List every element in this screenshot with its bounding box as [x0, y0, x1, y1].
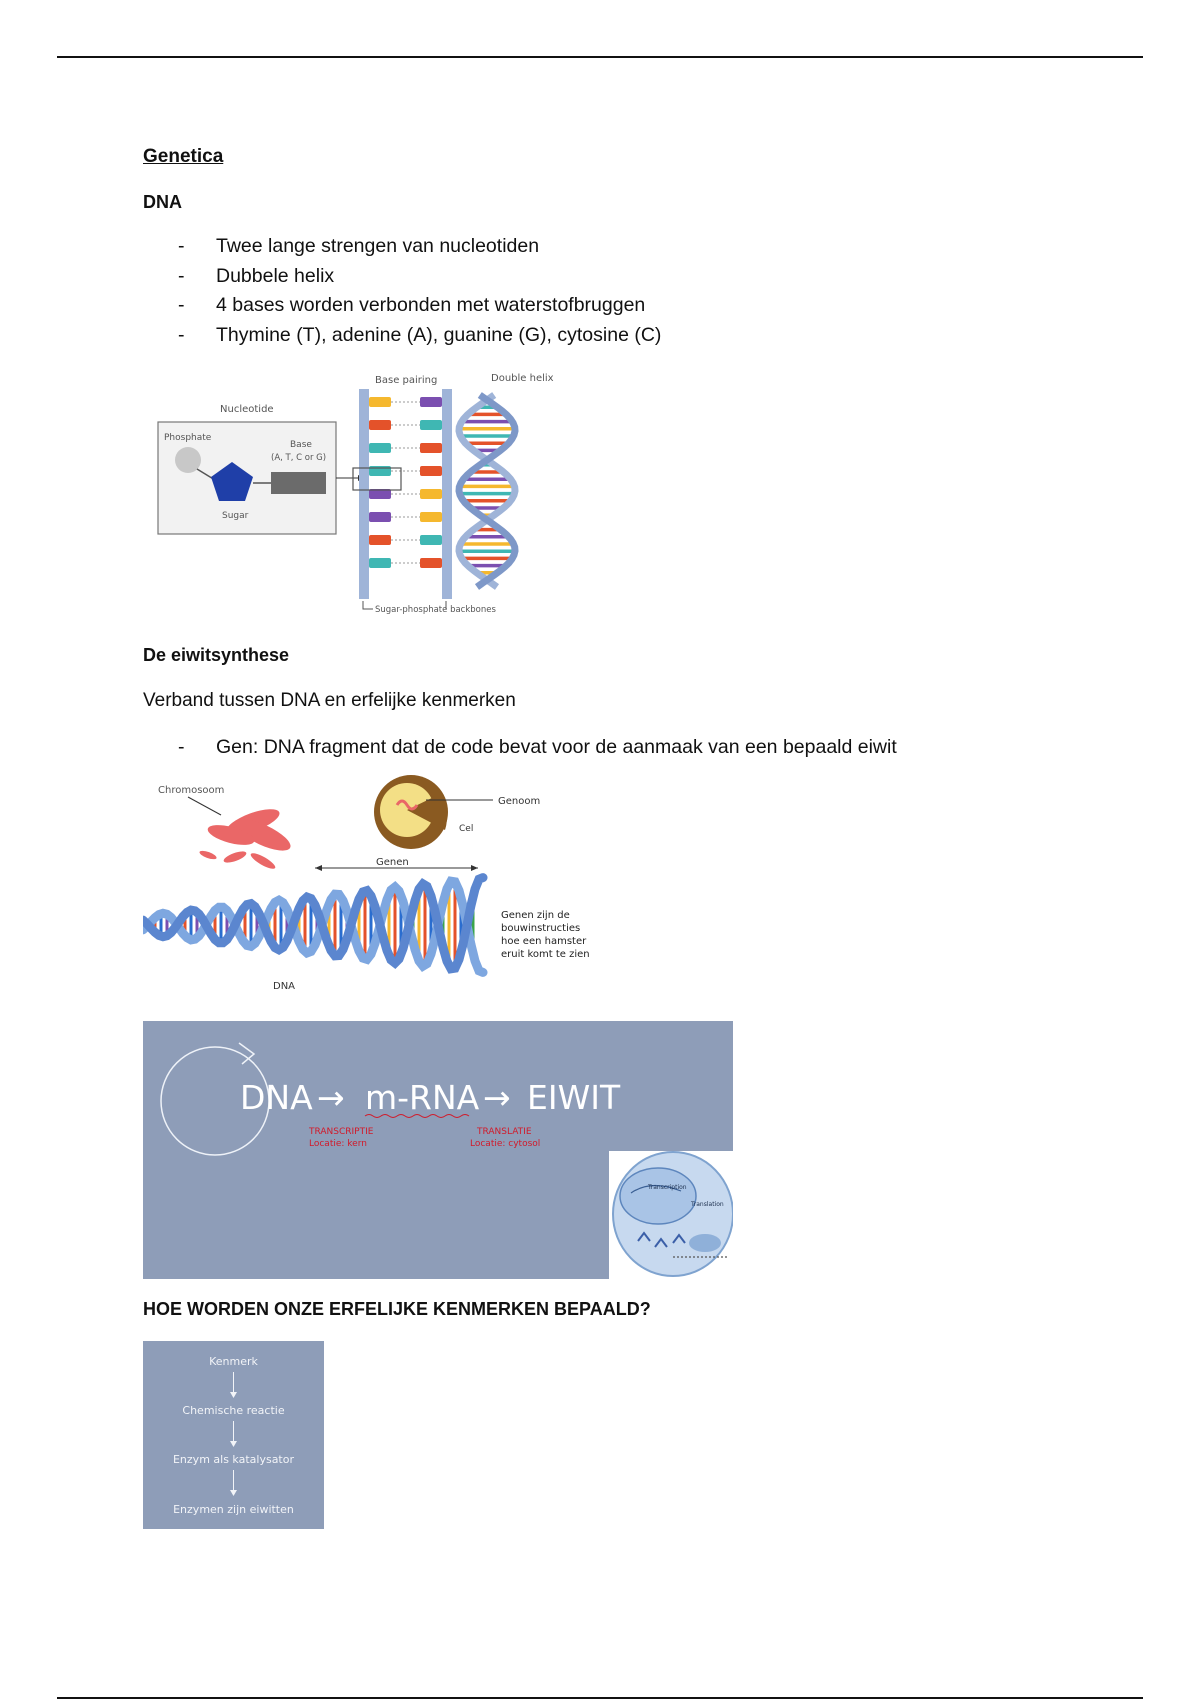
- synthesis-heading: De eiwitsynthese: [143, 645, 290, 665]
- synthesis-bullet-list: [178, 733, 897, 763]
- caption-line: Genen zijn de: [501, 910, 570, 921]
- pointer-line: [188, 797, 221, 815]
- base-icon: [271, 472, 326, 494]
- dna-bullet-list: [178, 232, 661, 350]
- cell-diagram-icon: [613, 1152, 733, 1276]
- arrow-head: [315, 865, 322, 871]
- chromosome-icon: [199, 804, 295, 871]
- base-block: [420, 443, 442, 453]
- double-helix-drawing: [459, 395, 515, 587]
- inset-translation-label: Translation: [691, 1201, 724, 1208]
- base-block: [420, 397, 442, 407]
- protein-synthesis-slide: [143, 1021, 733, 1281]
- translation-label: TRANSLATIE: [477, 1127, 532, 1137]
- list-item: - Dubbele helix: [178, 262, 661, 292]
- list-item: - Twee lange strengen van nucleotiden: [178, 232, 661, 262]
- base-pair: [369, 558, 442, 568]
- backbone-pointer: [363, 601, 373, 609]
- base-block: [369, 512, 391, 522]
- base-block: [369, 535, 391, 545]
- cell-label: Cel: [459, 824, 474, 834]
- caption-line: eruit komt te zien: [501, 949, 590, 960]
- base-block: [369, 443, 391, 453]
- flow-mrna: m-RNA: [365, 1078, 480, 1117]
- flow-arrow-2: →: [483, 1078, 511, 1117]
- base-pair: [369, 535, 442, 545]
- caption-line: hoe een hamster: [501, 936, 587, 947]
- base-block: [420, 466, 442, 476]
- inset-transcription-label: Transcription: [648, 1184, 687, 1191]
- dna-helix-drawing: [143, 878, 483, 973]
- right-backbone: [442, 389, 452, 599]
- base-block: [420, 489, 442, 499]
- list-item: - 4 bases worden verbonden met waterstofbruggen: [178, 291, 661, 321]
- caption-line: bouwinstructies: [501, 923, 581, 934]
- traits-heading: HOE WORDEN ONZE ERFELIJKE KENMERKEN BEPAALD?: [143, 1299, 651, 1319]
- phosphate-label: Phosphate: [164, 433, 212, 443]
- base-pair: [369, 420, 442, 430]
- footer-rule: [57, 1697, 1143, 1699]
- base-pair: [369, 397, 442, 407]
- flow-step: Kenmerk: [209, 1355, 258, 1368]
- traits-flow-slide: [143, 1341, 324, 1529]
- flow-step: Enzym als katalysator: [172, 1453, 295, 1466]
- base-pairs: [369, 397, 442, 568]
- base-pair: [369, 512, 442, 522]
- base-block: [420, 420, 442, 430]
- dna-heading: DNA: [143, 192, 182, 212]
- flow-step: Enzymen zijn eiwitten: [173, 1503, 294, 1516]
- base-block: [369, 397, 391, 407]
- base-pairing-label: Base pairing: [375, 375, 438, 386]
- chromosome-label: Chromosoom: [158, 785, 225, 796]
- transcription-label: TRANSCRIPTIE: [309, 1127, 374, 1137]
- genome-label: Genoom: [498, 796, 541, 807]
- flow-step: Chemische reactie: [182, 1404, 285, 1417]
- list-item: - Thymine (T), adenine (A), guanine (G), cytosine (C): [178, 321, 661, 351]
- left-backbone: [359, 389, 369, 599]
- synthesis-subtitle: Verband tussen DNA en erfelijke kenmerken: [143, 690, 516, 711]
- list-item: - Gen: DNA fragment dat de code bevat voor de aanmaak van een bepaald eiwit: [178, 733, 897, 763]
- transcription-location: Locatie: kern: [309, 1139, 367, 1149]
- backbone-label: Sugar-phosphate backbones: [375, 605, 496, 615]
- flow-dna: DNA: [240, 1078, 313, 1117]
- double-helix-label: Double helix: [491, 373, 554, 384]
- base-label: Base: [290, 440, 312, 450]
- page-title: Genetica: [143, 146, 224, 167]
- arrow-head: [471, 865, 478, 871]
- flow-arrow-1: →: [317, 1078, 345, 1117]
- header-rule: [57, 56, 1143, 58]
- dna-label: DNA: [273, 981, 296, 992]
- base-block: [420, 558, 442, 568]
- genes-figure: [143, 775, 603, 1010]
- sugar-label: Sugar: [222, 511, 249, 521]
- flow-protein: EIWIT: [527, 1078, 621, 1117]
- base-block: [420, 512, 442, 522]
- base-options-label: (A, T, C or G): [271, 453, 327, 463]
- base-block: [369, 420, 391, 430]
- translation-location: Locatie: cytosol: [470, 1139, 541, 1149]
- base-pair: [369, 443, 442, 453]
- dna-structure-figure: [145, 365, 595, 625]
- base-block: [420, 535, 442, 545]
- genes-label: Genen: [376, 857, 409, 868]
- nucleotide-label: Nucleotide: [220, 404, 274, 415]
- base-block: [369, 558, 391, 568]
